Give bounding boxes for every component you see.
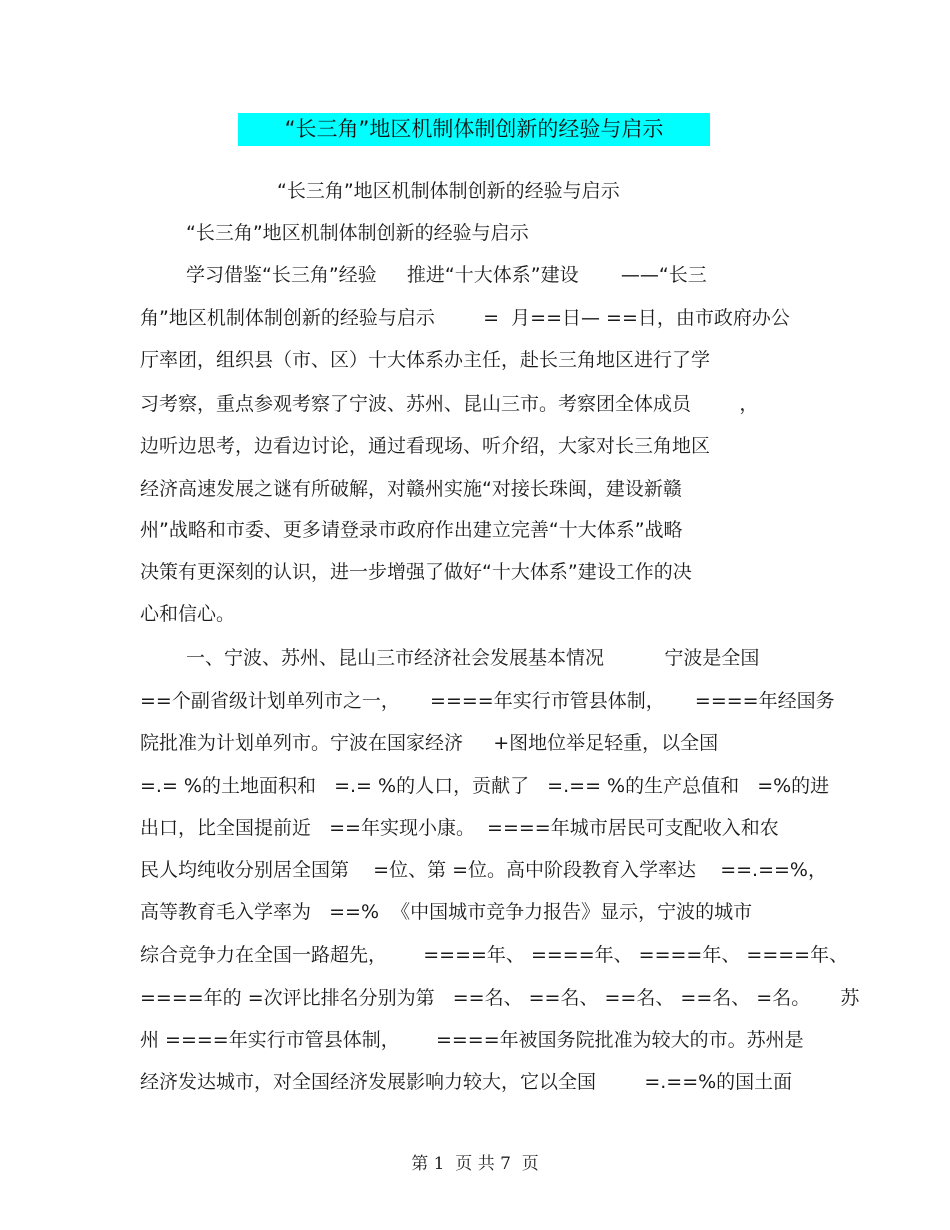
body-line: ====年的 =次评比排名分别为第 ==名、 ==名、 ==名、 ==名、 =名。 苏 [140, 987, 860, 1009]
body-line: 角”地区机制体制创新的经验与启示 = 月==日— ==日，由市政府办公 [140, 307, 790, 329]
body-line: 厅率团，组织县（市、区）十大体系办主任，赴长三角地区进行了学 [140, 349, 711, 371]
page-number: 第 1 页 共 7 页 [411, 1154, 539, 1174]
body-line: 院批准为计划单列市。宁波在国家经济 +图地位举足轻重，以全国 [140, 732, 719, 754]
body-line: 民人均纯收分别居全国第 =位、第 =位。高中阶段教育入学率达 ==.==%， [140, 859, 827, 881]
subtitle-line: “长三角”地区机制体制创新的经验与启示 [186, 222, 529, 244]
body-line: 学习借鉴“长三角”经验 推进“十大体系”建设 ——“长三 [186, 264, 707, 286]
body-line: 经济高速发展之谜有所破解，对赣州实施“对接长珠闽，建设新赣 [140, 478, 682, 500]
subtitle-line: “长三角”地区机制体制创新的经验与启示 [277, 180, 620, 202]
body-line: 决策有更深刻的认识，进一步增强了做好“十大体系”建设工作的决 [140, 561, 692, 583]
body-line: 边听边思考，边看边讨论，通过看现场、听介绍，大家对长三角地区 [140, 435, 711, 457]
body-line: ==个副省级计划单列市之一， ====年实行市管县体制， ====年经国务 [140, 690, 835, 712]
body-line: 经济发达城市，对全国经济发展影响力较大，它以全国 =.==%的国土面 [140, 1071, 793, 1093]
body-line: 习考察，重点参观考察了宁波、苏州、昆山三市。考察团全体成员 ， [140, 393, 759, 415]
document-title: “长三角”地区机制体制创新的经验与启示 [238, 113, 710, 146]
body-line: 心和信心。 [140, 603, 236, 625]
body-line: 高等教育毛入学率为 ==% 《中国城市竞争力报告》显示，宁波的城市 [140, 901, 753, 923]
body-line: =.= %的土地面积和 =.= %的人口，贡献了 =.== %的生产总值和 =%的进 [140, 775, 830, 797]
body-line: 出口，比全国提前近 ==年实现小康。 ====年城市居民可支配收入和农 [140, 817, 779, 839]
body-line: 综合竞争力在全国一路超先， ====年、 ====年、 ====年、 ====年、 [140, 944, 849, 966]
body-line: 州 ====年实行市管县体制， ====年被国务院批准为较大的市。苏州是 [140, 1029, 804, 1051]
section-heading-line: 一、宁波、苏州、昆山三市经济社会发展基本情况 宁波是全国 [186, 647, 760, 669]
body-line: 州”战略和市委、更多请登录市政府作出建立完善“十大体系”战略 [140, 519, 683, 541]
